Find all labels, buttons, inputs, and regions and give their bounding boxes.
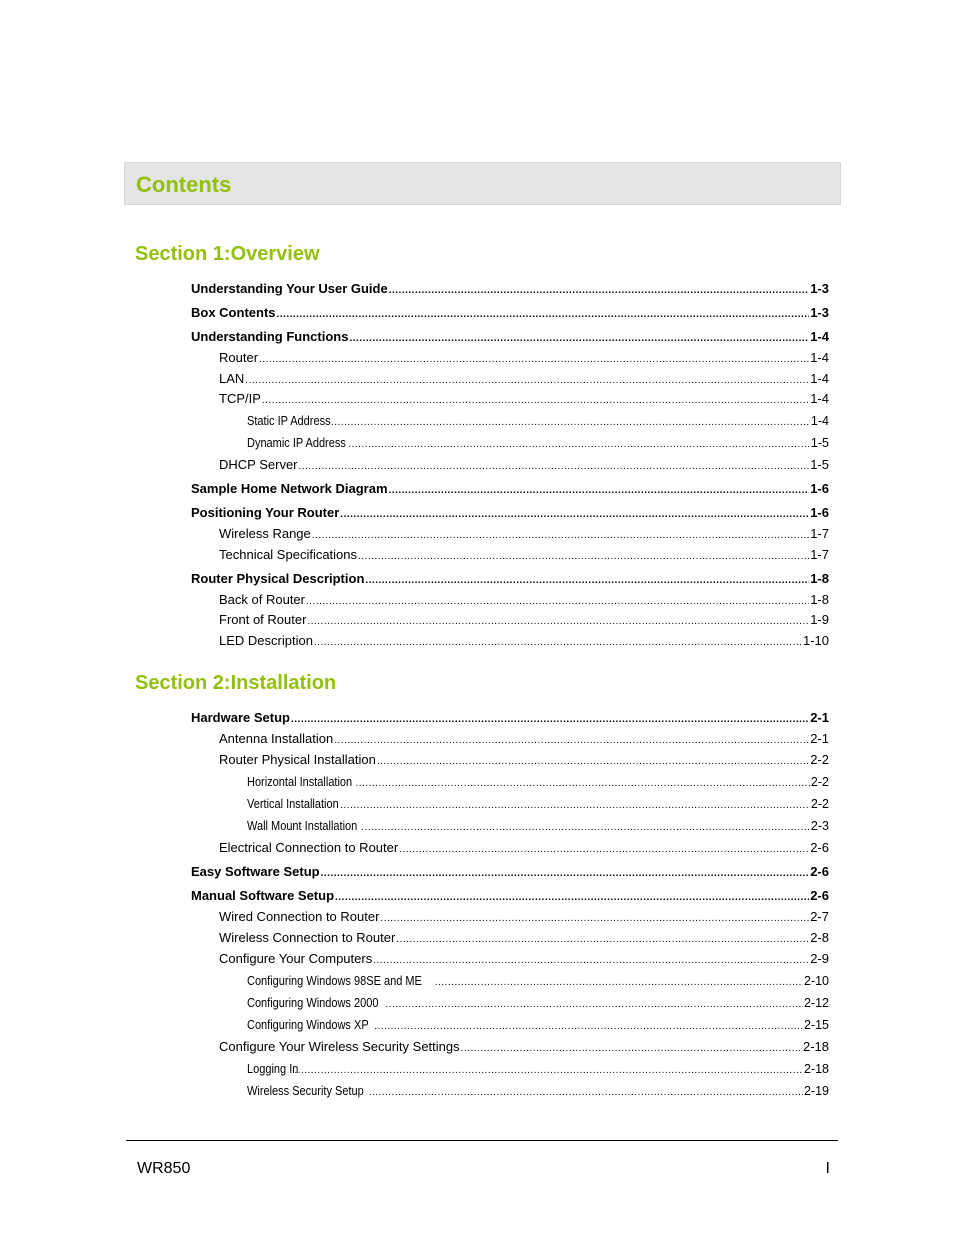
toc-entry-title: Vertical Installation (247, 797, 339, 811)
toc-entry-page: 1-5 (810, 436, 829, 450)
toc-entry[interactable] (191, 864, 829, 880)
toc-entry[interactable] (191, 481, 829, 497)
toc-entry[interactable] (219, 371, 829, 387)
dot-leader (259, 353, 809, 366)
toc-entry-page: 1-3 (810, 281, 829, 296)
toc-entry-page: 2-2 (810, 752, 829, 767)
dot-leader (262, 394, 809, 407)
dot-leader (377, 755, 809, 768)
toc-entry-page: 1-4 (810, 350, 829, 365)
toc-entry[interactable] (247, 1061, 829, 1077)
toc-entry-page: 1-4 (810, 391, 829, 406)
toc-entry-title: Positioning Your Router (191, 505, 340, 520)
toc-entry-title: Manual Software Setup (191, 888, 335, 903)
toc-entry-title: Wireless Security Setup (247, 1084, 364, 1098)
toc-entry-title: Easy Software Setup (191, 864, 320, 879)
toc-entry[interactable] (247, 413, 829, 429)
toc-entry[interactable] (191, 505, 829, 521)
toc-entry[interactable] (219, 1039, 829, 1055)
toc-entry-title: Configuring Windows 2000 (247, 996, 379, 1010)
toc-entry-page: 1-9 (810, 612, 829, 627)
toc-entry-title: Back of Router (219, 592, 305, 607)
dot-leader (340, 508, 809, 521)
toc-entry-page: 1-3 (810, 305, 829, 320)
dot-leader (291, 713, 809, 726)
toc-entry[interactable] (219, 612, 829, 628)
toc-entry-title: LED Description (219, 633, 313, 648)
toc-entry[interactable] (219, 951, 829, 967)
dot-leader (294, 1064, 803, 1077)
toc-entry[interactable] (219, 526, 829, 542)
toc-entry-page: 1-8 (810, 571, 829, 586)
toc-entry-title: Antenna Installation (219, 731, 334, 746)
dot-leader (321, 867, 810, 880)
toc-entry-page: 2-6 (810, 864, 829, 879)
dot-leader (335, 891, 809, 904)
dot-leader (380, 912, 809, 925)
dot-leader (306, 595, 809, 608)
dot-leader (334, 734, 809, 747)
toc-entry-title: LAN (219, 371, 245, 386)
toc-entry[interactable] (219, 752, 829, 768)
dot-leader (349, 332, 809, 345)
toc-entry-page: 2-19 (803, 1084, 829, 1098)
toc-entry-title: Sample Home Network Diagram (191, 481, 388, 496)
toc-entry-title: Hardware Setup (191, 710, 290, 725)
dot-leader (369, 1086, 803, 1099)
toc-entry[interactable] (219, 633, 829, 649)
toc-entry-title: Dynamic IP Address (247, 436, 346, 450)
toc-entry[interactable] (191, 888, 829, 904)
dot-leader (331, 416, 810, 429)
toc-entry[interactable] (247, 995, 829, 1011)
footer-page-number: I (825, 1160, 830, 1177)
toc-entry[interactable] (219, 592, 829, 608)
toc-entry-page: 2-18 (803, 1062, 829, 1076)
toc-entry-title: Wall Mount Installation (247, 819, 358, 833)
toc-entry-title: Understanding Your User Guide (191, 281, 388, 296)
dot-leader (277, 308, 810, 321)
toc-entry-page: 2-6 (810, 840, 829, 855)
toc-entry[interactable] (219, 547, 829, 563)
dot-leader (245, 374, 809, 387)
toc-entry-title: Configure Your Computers (219, 951, 373, 966)
toc-entry-page: 2-9 (810, 951, 829, 966)
toc-entry-page: 2-7 (810, 909, 829, 924)
toc-entry[interactable] (247, 818, 829, 834)
section-heading: Section 1:Overview (135, 243, 320, 265)
dot-leader (356, 777, 810, 790)
footer-product-name: WR850 (137, 1160, 191, 1177)
toc-entry[interactable] (247, 774, 829, 790)
dot-leader (373, 954, 809, 967)
toc-entry-page: 2-8 (810, 930, 829, 945)
dot-leader (307, 615, 809, 628)
toc-entry-title: Box Contents (191, 305, 276, 320)
dot-leader (361, 821, 810, 834)
toc-entry-page: 2-6 (810, 888, 829, 903)
toc-entry-page: 2-2 (810, 775, 829, 789)
dot-leader (314, 636, 802, 649)
dot-leader (374, 1020, 803, 1033)
toc-entry-title: TCP/IP (219, 391, 261, 406)
toc-entry-page: 2-18 (802, 1039, 829, 1054)
dot-leader (385, 998, 803, 1011)
contents-header-bar (124, 162, 841, 205)
toc-entry-page: 1-7 (810, 547, 829, 562)
dot-leader (399, 843, 809, 856)
toc-entry-page: 2-15 (803, 1018, 829, 1032)
toc-entry[interactable] (191, 305, 829, 321)
dot-leader (396, 933, 809, 946)
toc-entry[interactable] (247, 796, 829, 812)
toc-entry-page: 1-10 (802, 633, 829, 648)
toc-entry[interactable] (219, 391, 829, 407)
toc-entry-page: 1-6 (810, 505, 829, 520)
toc-entry-title: DHCP Server (219, 457, 298, 472)
toc-entry-title: Wireless Range (219, 526, 311, 541)
dot-leader (299, 460, 810, 473)
toc-entry-title: Router Physical Description (191, 571, 365, 586)
toc-entry-page: 1-4 (810, 329, 829, 344)
toc-entry-title: Technical Specifications (219, 547, 358, 562)
dot-leader (340, 799, 810, 812)
toc-entry-page: 1-4 (810, 371, 829, 386)
toc-entry[interactable] (219, 457, 829, 473)
toc-entry[interactable] (247, 973, 829, 989)
toc-entry-title: Router (219, 350, 259, 365)
toc-entry-title: Configure Your Wireless Security Settings (219, 1039, 460, 1054)
toc-entry-page: 1-5 (810, 457, 829, 472)
toc-entry-title: Horizontal Installation (247, 775, 353, 789)
toc-entry[interactable] (219, 909, 829, 925)
toc-entry-title: Static IP Address (247, 414, 331, 428)
toc-entry-title: Understanding Functions (191, 329, 349, 344)
toc-entry[interactable] (219, 840, 829, 856)
toc-entry-title: Wired Connection to Router (219, 909, 380, 924)
toc-entry[interactable] (247, 435, 829, 451)
toc-entry-title: Electrical Connection to Router (219, 840, 399, 855)
footer-divider (126, 1140, 838, 1141)
toc-entry-title: Logging In (247, 1062, 299, 1076)
toc-entry-page: 2-2 (810, 797, 829, 811)
toc-entry-title: Front of Router (219, 612, 307, 627)
dot-leader (358, 550, 809, 563)
toc-entry-page: 1-6 (810, 481, 829, 496)
toc-entry-page: 1-7 (810, 526, 829, 541)
dot-leader (348, 438, 810, 451)
toc-entry-page: 2-12 (803, 996, 829, 1010)
page-title: Contents (136, 172, 232, 197)
toc-entry[interactable] (191, 571, 829, 587)
toc-entry[interactable] (191, 710, 829, 726)
toc-entry[interactable] (191, 329, 829, 345)
toc-entry[interactable] (247, 1083, 829, 1099)
dot-leader (461, 1042, 802, 1055)
toc-entry[interactable] (191, 281, 829, 297)
section-heading: Section 2:Installation (135, 672, 337, 694)
toc-entry-page: 2-10 (803, 974, 829, 988)
toc-entry[interactable] (219, 731, 829, 747)
toc-entry[interactable] (219, 930, 829, 946)
toc-entry-page: 2-1 (810, 731, 829, 746)
dot-leader (389, 484, 810, 497)
dot-leader (365, 574, 809, 587)
toc-entry-page: 2-3 (810, 819, 829, 833)
toc-entry-title: Wireless Connection to Router (219, 930, 396, 945)
dot-leader (389, 284, 809, 297)
toc-entry[interactable] (247, 1017, 829, 1033)
toc-entry-title: Configuring Windows XP (247, 1018, 369, 1032)
toc-entry-title: Configuring Windows 98SE and ME (247, 974, 422, 988)
toc-entry[interactable] (219, 350, 829, 366)
dot-leader (435, 976, 803, 989)
dot-leader (312, 529, 809, 542)
toc-entry-page: 1-8 (810, 592, 829, 607)
toc-entry-title: Router Physical Installation (219, 752, 376, 767)
toc-entry-page: 2-1 (810, 710, 829, 725)
toc-entry-page: 1-4 (810, 414, 829, 428)
